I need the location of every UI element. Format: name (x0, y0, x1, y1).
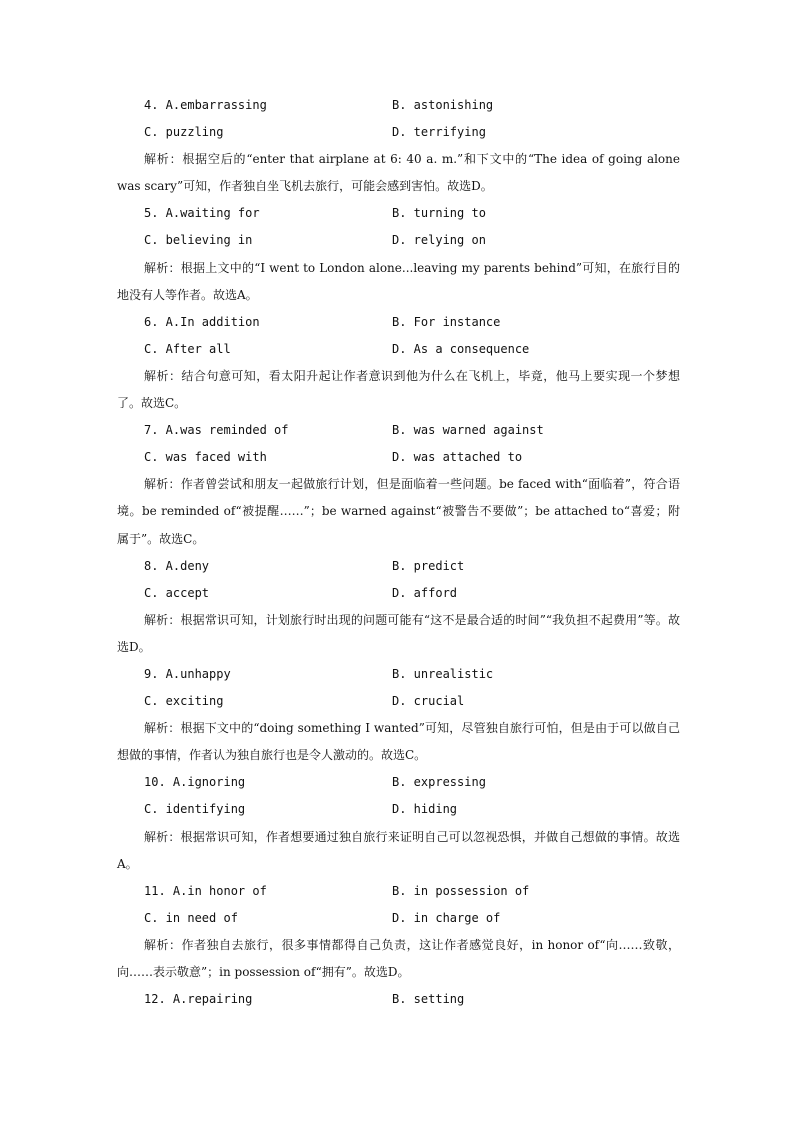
option-b: B. astonishing (392, 98, 494, 112)
option-c: C. exciting (144, 694, 224, 709)
option-c: C. believing in (144, 233, 253, 248)
options-row (117, 200, 680, 227)
option-c: C. was faced with (144, 450, 267, 465)
option-b: B. in possession of (392, 883, 530, 898)
explanation: 解析：根据空后的“enter that airplane at 6: 40 a. m.”和下文中的“The idea of going alone was scary”可知，作者独自坐飞机去旅行，可能会感到害怕。故选D。 (117, 152, 680, 194)
options-row (117, 905, 680, 932)
option-a: 5. A.waiting for (144, 206, 260, 221)
option-d: D. hiding (392, 802, 458, 817)
option-a: 12. A.repairing (144, 992, 253, 1007)
explanation: 解析：作者独自去旅行，很多事情都得自己负责，这让作者感觉良好，in honor of“向……致敬，向……表示敬意”；in possession of“拥有”。故选D。 (117, 937, 680, 979)
option-d: D. afford (392, 585, 458, 600)
options-row (117, 796, 680, 823)
option-d: D. terrifying (392, 125, 486, 140)
options-row (117, 553, 680, 580)
option-a: 4. A.embarrassing (144, 98, 267, 112)
options-row (117, 417, 680, 444)
explanation: 解析：根据常识可知，计划旅行时出现的问题可能有“这不是最合适的时间”“我负担不起费用”等。故选D。 (117, 612, 680, 654)
option-d: D. relying on (392, 233, 486, 248)
option-b: B. setting (392, 992, 465, 1007)
option-a: 7. A.was reminded of (144, 423, 289, 438)
option-b: B. expressing (392, 775, 486, 790)
option-a: 10. A.ignoring (144, 775, 246, 790)
options-row (117, 336, 680, 363)
option-b: B. was warned against (392, 423, 544, 438)
answer-explanations (117, 92, 680, 1013)
options-row (117, 769, 680, 796)
options-row (117, 227, 680, 254)
options-row (117, 661, 680, 688)
option-c: C. identifying (144, 802, 246, 817)
options-row (117, 878, 680, 905)
options-row (117, 688, 680, 715)
option-a: 6. A.In addition (144, 314, 260, 329)
option-b: B. For instance (392, 314, 501, 329)
option-c: C. After all (144, 341, 231, 356)
options-row (117, 580, 680, 607)
explanation: 解析：根据上文中的“I went to London alone...leaving my parents behind”可知，在旅行目的地没有人等作者。故选A。 (117, 260, 680, 302)
options-row (117, 309, 680, 336)
option-b: B. unrealistic (392, 666, 494, 681)
options-row (117, 444, 680, 471)
option-c: C. puzzling (144, 125, 224, 140)
option-d: D. in charge of (392, 910, 501, 925)
option-a: 11. A.in honor of (144, 883, 267, 898)
options-row (117, 119, 680, 146)
explanation: 解析：根据常识可知，作者想要通过独自旅行来证明自己可以忽视恐惧，并做自己想做的事情。故选A。 (117, 829, 680, 871)
option-d: D. was attached to (392, 450, 523, 465)
options-row (117, 92, 680, 119)
option-c: C. accept (144, 585, 210, 600)
option-c: C. in need of (144, 910, 238, 925)
option-b: B. predict (392, 558, 465, 573)
explanation: 解析：结合句意可知，看太阳升起让作者意识到他为什么在飞机上，毕竟，他马上要实现一个梦想了。故选C。 (117, 368, 680, 411)
explanation: 解析：作者曾尝试和朋友一起做旅行计划，但是面临着一些问题。be faced with“面临着”，符合语境。be reminded of“被提醒……”；be warned against“被警告不要做”；be attached to“喜爱；附属于”。故选C。 (117, 477, 680, 546)
explanation: 解析：根据下文中的“doing something I wanted”可知，尽管独自旅行可怕，但是由于可以做自己想做的事情，作者认为独自旅行也是令人激动的。故选C。 (117, 721, 680, 763)
option-a: 8. A.deny (144, 558, 210, 573)
option-a: 9. A.unhappy (144, 666, 231, 681)
options-row (117, 986, 680, 1013)
option-b: B. turning to (392, 206, 486, 221)
option-d: D. crucial (392, 694, 465, 709)
option-d: D. As a consequence (392, 341, 530, 356)
